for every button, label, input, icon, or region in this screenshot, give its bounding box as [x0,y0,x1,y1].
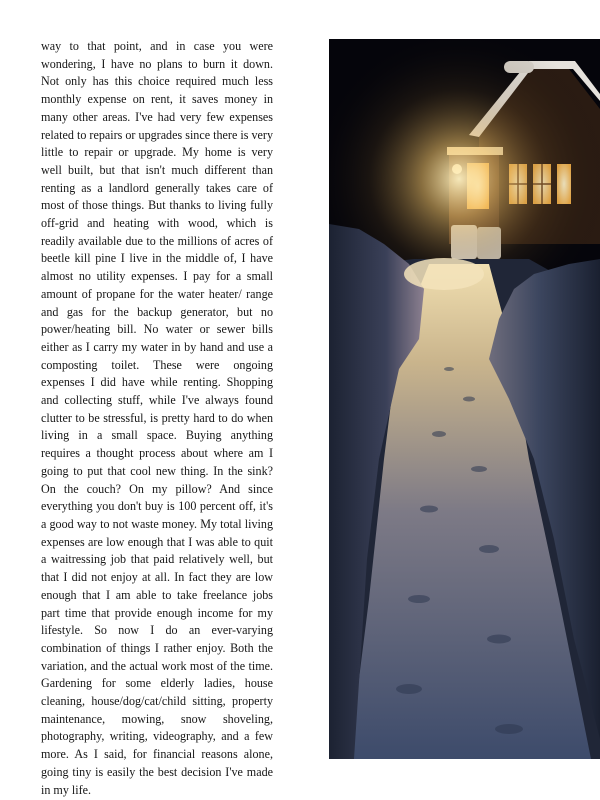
snow-path-scene [329,224,600,759]
article-body-text: way to that point, and in case you were wondering, I have no plans to burn it down. Not only has this choice required much less monthly expense on rent, it saves money in many other areas. I've had very few expenses related to repairs or upgrades since there is very little to repair or upgrade. My home is very well built, but that isn't much different than renting as a landlord generally takes care of most of those things. But thanks to living fully off-grid and heating with wood, which is readily available due to the millions of acres of beetle kill pine I live in the middle of, I have almost no utility expenses. I pay for a small amount of propane for the water heater/ range and gas for the backup generator, but no power/heating bill. No water or sewer bills either as I carry my water in by hand and use a composting toilet. These were ongoing expenses I did have while renting. Shopping and collecting stuff, while I've always found clutter to be stressful, is pretty hard to do when living in a small space. Buying anything requires a thought process about where am I going to put that cool new thing. In the sink? On the couch? On my pillow? And since everything you don't buy is 100 percent off, it's a good way to not waste money. My total living expenses are low enough that I was able to quit a waitressing job that paid relatively well, but that I did not enjoy at all. In fact they are low enough that I am able to take freelance jobs part time that provide enough income for my lifestyle. So now I do an ever-varying combination of things I rather enjoy. Both the variation, and the actual work most of the time. Gardening for some elderly ladies, house cleaning, house/dog/cat/child sitting, property maintenance, mowing, snow shoveling, photography, writing, videography, and a few more. As I said, for financial reasons alone, going tiny is easily the best decision I've made in my life. [41,39,273,797]
tiny-house-night-photo [329,39,600,759]
article-column [41,38,273,799]
photo-illustration [329,39,600,759]
lit-snow [404,258,484,290]
